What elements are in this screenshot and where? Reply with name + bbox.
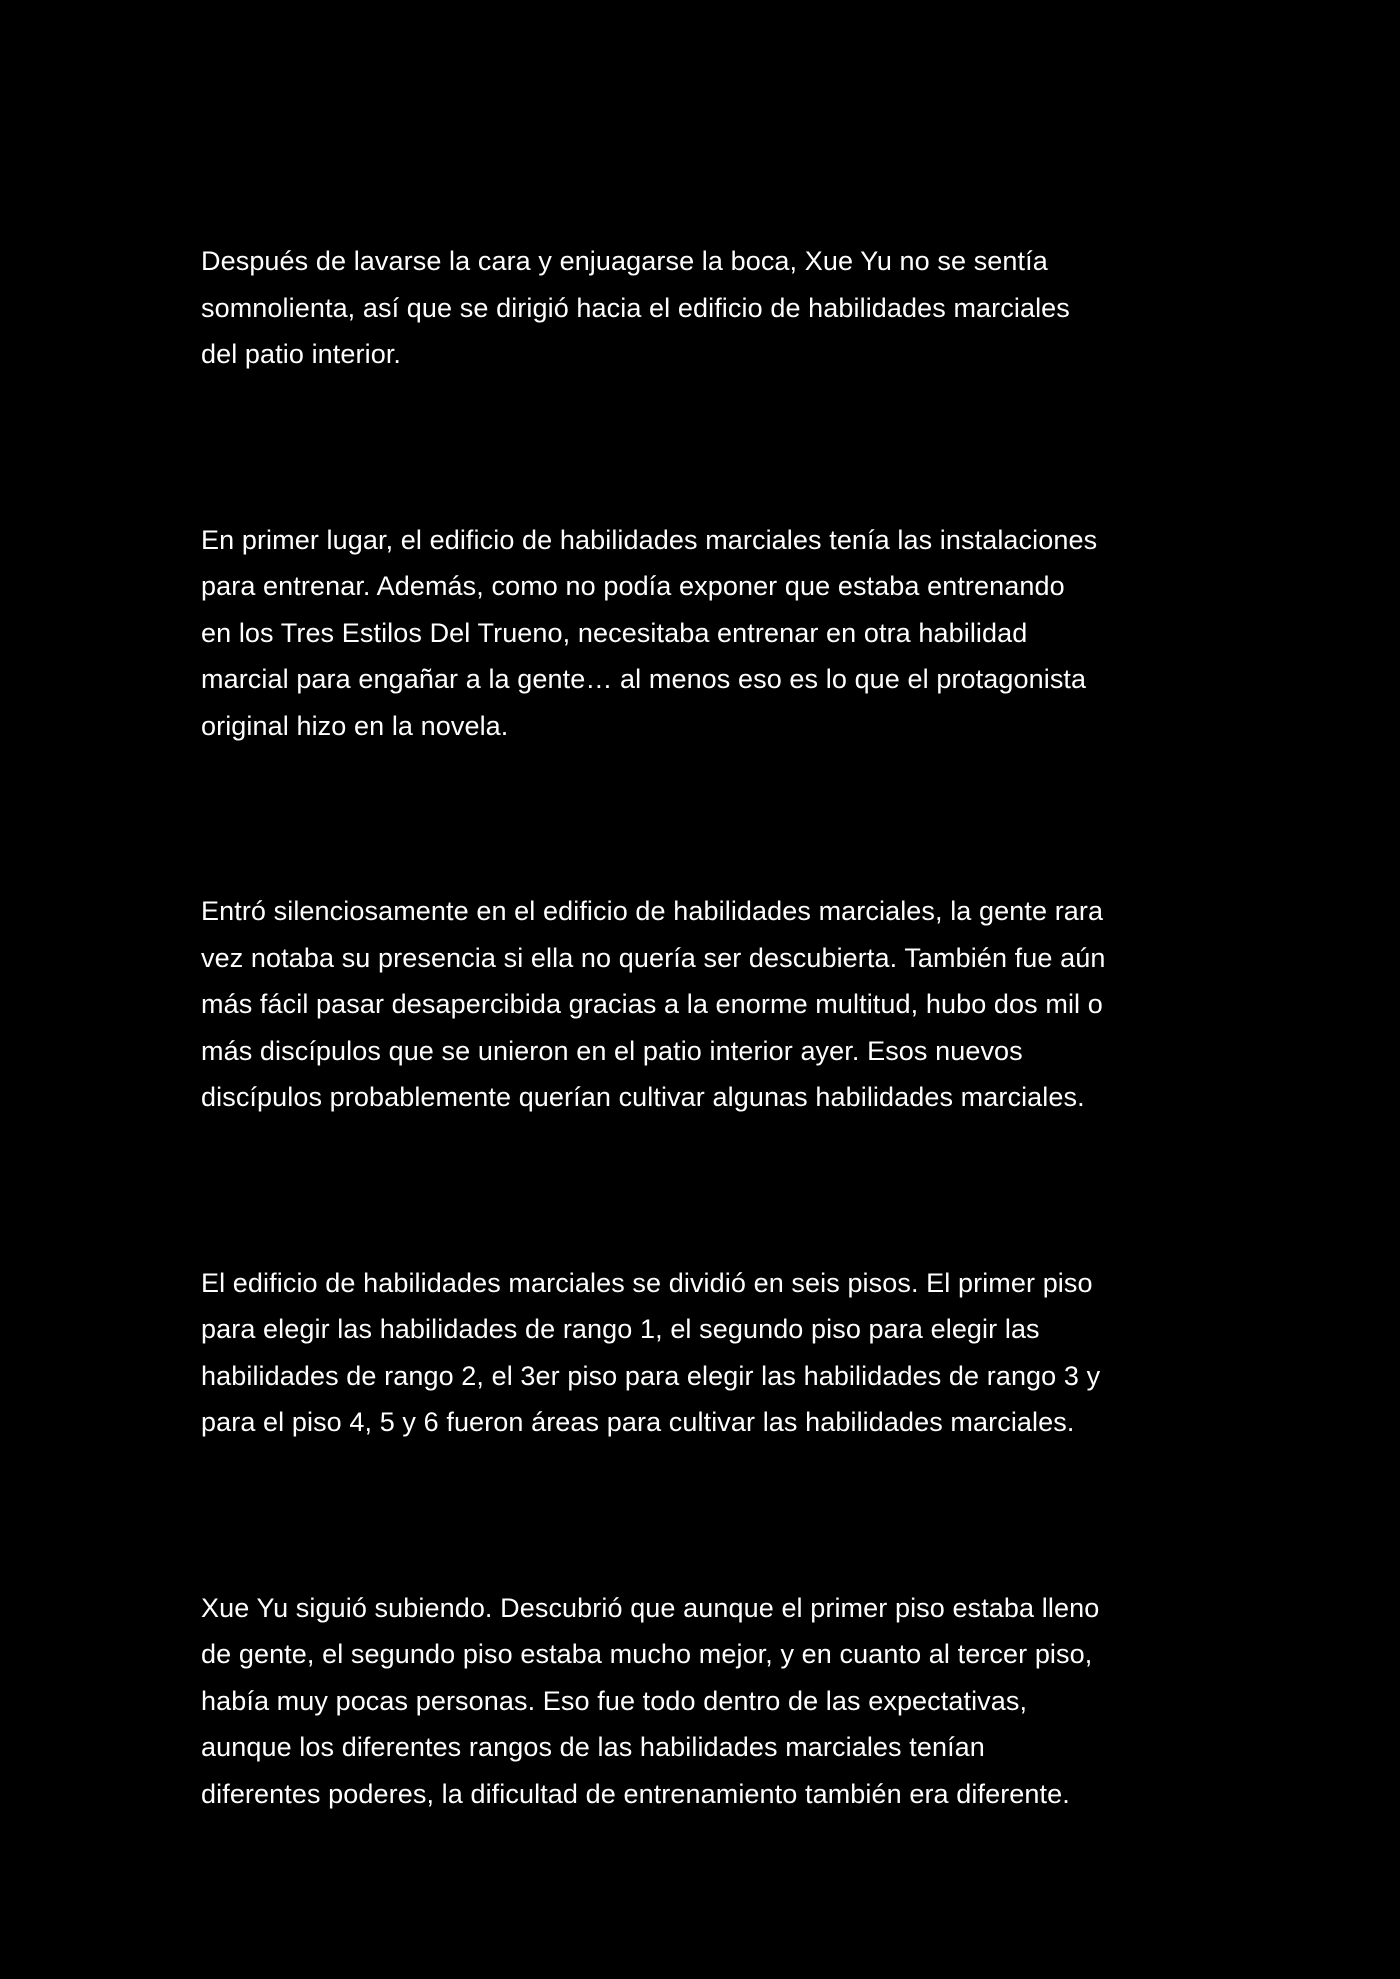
paragraph-4: El edificio de habilidades marciales se dividió en seis pisos. El primer piso para elegir las habilidades de rango 1, el segundo piso para elegir las habilidades de rango 2, el 3er piso para elegir las habilidades de rango 3 y para el piso 4, 5 y 6 fueron áreas para cultivar las habilidades marciales. bbox=[201, 1267, 1101, 1437]
paragraph-3: Entró silenciosamente en el edificio de habilidades marciales, la gente rara vez notaba su presencia si ella no quería ser descubierta. También fue aún más fácil pasar desapercibida gracias a la enorme multitud, hubo dos mil o más discípulos que se unieron en el patio interior ayer. Esos nuevos discípulos probablemente querían cultivar algunas habilidades marciales. bbox=[201, 896, 1106, 1112]
paragraph-5: Xue Yu siguió subiendo. Descubrió que aunque el primer piso estaba lleno de gente, el segundo piso estaba mucho mejor, y en cuanto al tercer piso, había muy pocas personas. Eso fue todo dentro de las expectativas, aunque los diferentes rangos de las habilidades marciales tenían diferentes poderes, la dificultad de entrenamiento también era diferente. bbox=[201, 1592, 1100, 1809]
paragraph-2: En primer lugar, el edificio de habilidades marciales tenía las instalaciones para entrenar. Además, como no podía exponer que estaba entrenando en los Tres Estilos Del Trueno, necesitaba entrenar en otra habilidad marcial para engañar a la gente… al menos eso es lo que el protagonista original hizo en la novela. bbox=[201, 524, 1098, 741]
text-body bbox=[201, 238, 1211, 1817]
paragraph-1: Después de lavarse la cara y enjuagarse la boca, Xue Yu no se sentía somnolienta, así que se dirigió hacia el edificio de habilidades marciales del patio interior. bbox=[201, 246, 1070, 369]
